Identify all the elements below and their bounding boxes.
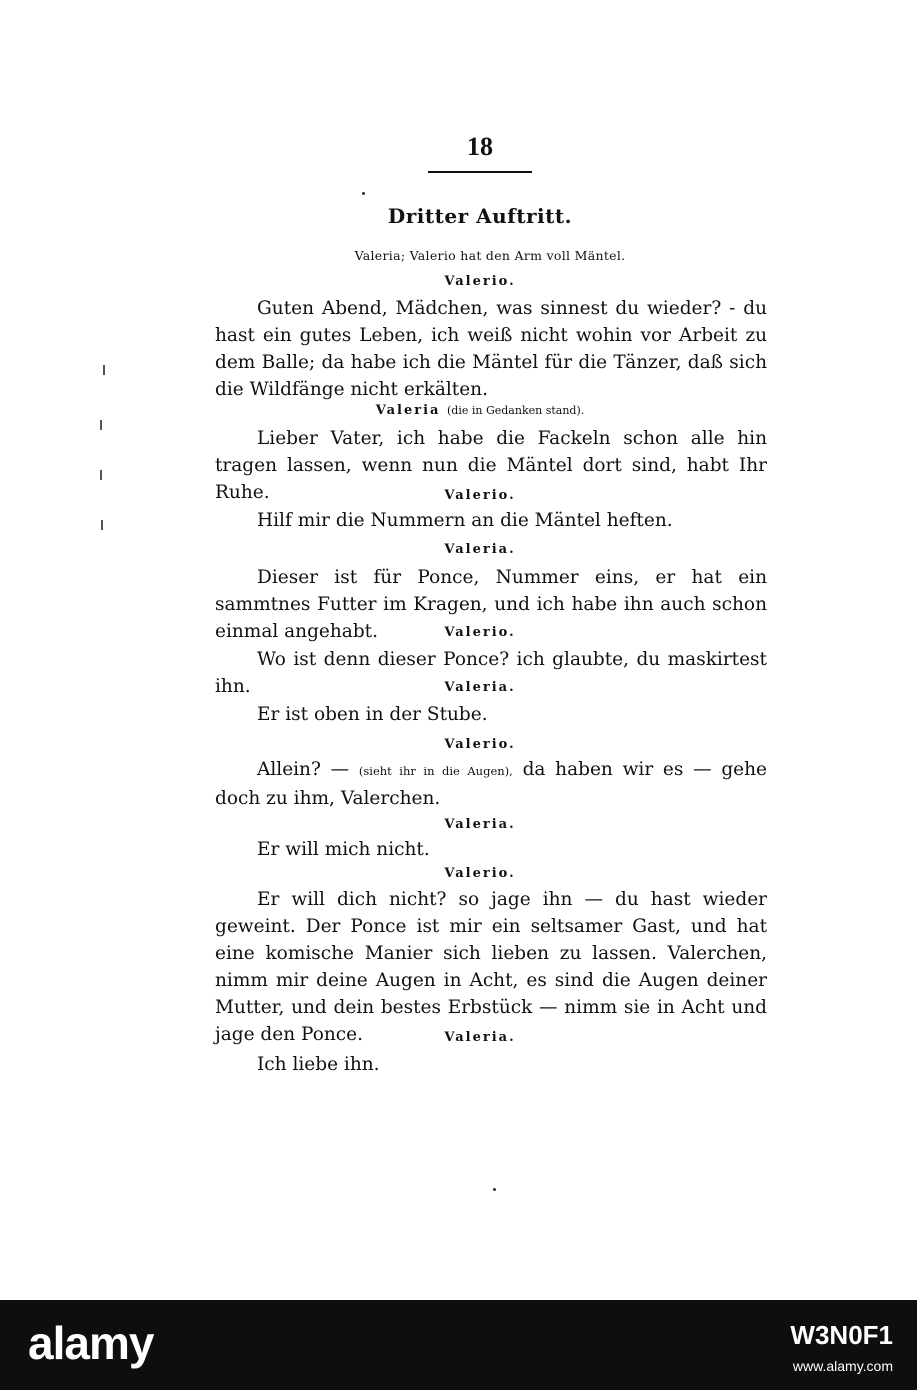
dialogue-paragraph: Ich liebe ihn.: [257, 1054, 380, 1075]
watermark-url: www.alamy.com: [792, 1358, 893, 1374]
alamy-logo: alamy: [28, 1317, 154, 1369]
dialogue-paragraph: Er ist oben in der Stube.: [257, 704, 488, 725]
speaker-label: Valerio.: [444, 737, 516, 752]
speaker-label: Valerio.: [444, 625, 516, 640]
margin-mark: [101, 520, 103, 530]
dialogue-paragraph: Hilf mir die Nummern an die Mäntel heften.: [257, 510, 673, 531]
speaker-label: Valeria.: [444, 542, 516, 557]
dialogue-paragraph: Wo ist denn dieser Ponce? ich glaubte, du maskirtest ihn.: [215, 649, 767, 697]
dialogue-text: Allein? —: [257, 759, 350, 780]
scene-title: Dritter Auftritt.: [387, 204, 573, 228]
stage-direction: Valeria; Valerio hat den Arm voll Mäntel.: [354, 248, 626, 263]
speck: [362, 192, 365, 195]
speck: [493, 1188, 496, 1191]
speaker-name: Valeria: [375, 403, 441, 418]
speaker-label: Valerio.: [444, 274, 516, 289]
page-number-rule: [428, 171, 532, 173]
dialogue-paragraph: Guten Abend, Mädchen, was sinnest du wieder? - du hast ein gutes Leben, ich weiß nicht wohin vor Arbeit zu dem Balle; da habe ich die Mäntel für die Tänzer, daß sich die Wildfänge nicht erkälten.: [215, 298, 767, 400]
margin-mark: [100, 420, 102, 430]
speaker-note: (die in Gedanken stand).: [447, 404, 585, 417]
dialogue-paragraph: Er will mich nicht.: [257, 839, 430, 860]
page-number: 18: [467, 132, 493, 161]
watermark-bar: [0, 1300, 917, 1390]
speaker-label: Valeria.: [444, 1030, 516, 1045]
margin-mark: [100, 470, 102, 480]
speaker-label: Valerio.: [444, 488, 516, 503]
image-id: W3N0F1: [790, 1320, 893, 1350]
dialogue-paragraph: Er will dich nicht? so jage ihn — du hast wieder geweint. Der Ponce ist mir ein seltsamer Gast, und hat eine komische Manier sich lieben zu lassen. Valerchen, nimm mir deine Augen in Acht, es sind die Augen deiner Mutter, und dein bestes Erbstück — nimm sie in Acht und jage den Ponce.: [215, 889, 767, 1045]
speaker-label: Valeria.: [444, 817, 516, 832]
speaker-label: [340, 403, 620, 418]
margin-mark: [103, 365, 105, 375]
dialogue-text: da haben wir es — gehe doch zu ihm, Valerchen.: [215, 759, 767, 809]
inline-stage-direction: (sieht ihr in die Augen),: [358, 764, 513, 778]
speaker-label: Valerio.: [444, 866, 516, 881]
speaker-label: Valeria.: [444, 680, 516, 695]
dialogue-paragraph: [215, 756, 767, 812]
dialogue-paragraph: Dieser ist für Ponce, Nummer eins, er hat ein sammtnes Futter im Kragen, und ich habe ihn auch schon einmal angehabt.: [215, 567, 767, 642]
dialogue-paragraph: Lieber Vater, ich habe die Fackeln schon alle hin tragen lassen, wenn nun die Mäntel dort sind, habt Ihr Ruhe.: [215, 428, 767, 503]
